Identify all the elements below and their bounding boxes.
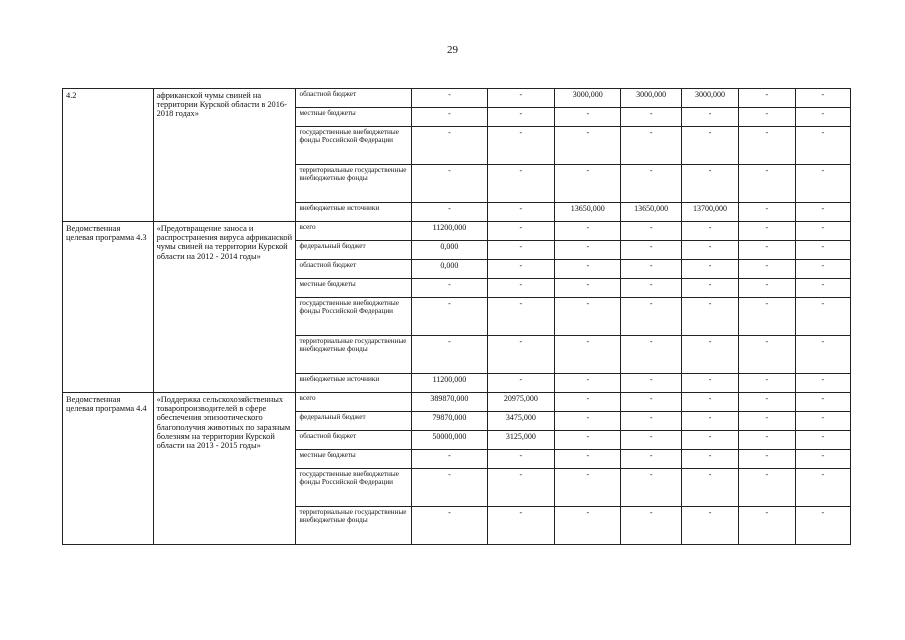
program-name: «Поддержка сельскохозяйственных товаропроизводителей в сфере обеспечения эпизоотического благополучия животных по заразным болезням на территории Курской области на 2013 - 2015 годы» <box>153 393 296 545</box>
amount-cell: - <box>487 222 554 241</box>
amount-cell: - <box>621 431 681 450</box>
amount-cell: 13700,000 <box>681 203 738 222</box>
funding-source: всего <box>296 222 412 241</box>
amount-cell: - <box>681 260 738 279</box>
amount-cell: 50000,000 <box>412 431 487 450</box>
amount-cell: - <box>555 108 621 127</box>
amount-cell: - <box>487 241 554 260</box>
funding-source: местные бюджеты <box>296 108 412 127</box>
amount-cell: - <box>739 336 795 374</box>
amount-cell: - <box>795 203 850 222</box>
amount-cell: - <box>681 222 738 241</box>
funding-source: всего <box>296 393 412 412</box>
amount-cell: - <box>739 374 795 393</box>
amount-cell: - <box>621 374 681 393</box>
table-row <box>63 89 851 108</box>
funding-source: федеральный бюджет <box>296 241 412 260</box>
amount-cell: - <box>555 336 621 374</box>
amount-cell: - <box>681 469 738 507</box>
amount-cell: - <box>795 279 850 298</box>
amount-cell: - <box>621 260 681 279</box>
funding-source: внебюджетные источники <box>296 203 412 222</box>
amount-cell: - <box>412 203 487 222</box>
amount-cell: - <box>412 165 487 203</box>
amount-cell: - <box>681 241 738 260</box>
amount-cell: - <box>739 89 795 108</box>
amount-cell: - <box>795 469 850 507</box>
amount-cell: - <box>739 393 795 412</box>
amount-cell: - <box>487 469 554 507</box>
amount-cell: - <box>621 222 681 241</box>
amount-cell: - <box>621 336 681 374</box>
amount-cell: - <box>795 222 850 241</box>
amount-cell: - <box>681 298 738 336</box>
amount-cell: - <box>621 108 681 127</box>
program-code: Ведомственная целевая программа 4.4 <box>63 393 154 545</box>
amount-cell: - <box>681 431 738 450</box>
amount-cell: - <box>412 127 487 165</box>
amount-cell: - <box>739 431 795 450</box>
amount-cell: - <box>412 279 487 298</box>
amount-cell: 0,000 <box>412 260 487 279</box>
amount-cell: - <box>739 165 795 203</box>
amount-cell: - <box>412 450 487 469</box>
funding-source: областной бюджет <box>296 431 412 450</box>
table-row <box>63 393 851 412</box>
amount-cell: 3000,000 <box>621 89 681 108</box>
funding-source: территориальные государственные внебюджетные фонды <box>296 165 412 203</box>
amount-cell: - <box>555 507 621 545</box>
amount-cell: - <box>487 260 554 279</box>
program-name: «Предотвращение заноса и распространения вируса африканской чумы свиней на территории Курской области на 2012 - 2014 годы» <box>153 222 296 393</box>
amount-cell: 13650,000 <box>555 203 621 222</box>
amount-cell: - <box>681 336 738 374</box>
amount-cell: - <box>795 450 850 469</box>
amount-cell: - <box>681 108 738 127</box>
amount-cell: 13650,000 <box>621 203 681 222</box>
funding-source: областной бюджет <box>296 89 412 108</box>
amount-cell: - <box>555 431 621 450</box>
program-name: африканской чумы свиней на территории Курской области в 2016-2018 годах» <box>153 89 296 222</box>
funding-source: государственные внебюджетные фонды Российской Федерации <box>296 127 412 165</box>
amount-cell: - <box>487 165 554 203</box>
funding-source: федеральный бюджет <box>296 412 412 431</box>
amount-cell: - <box>555 412 621 431</box>
funding-source: территориальные государственные внебюджетные фонды <box>296 336 412 374</box>
amount-cell: - <box>739 222 795 241</box>
amount-cell: - <box>681 127 738 165</box>
amount-cell: - <box>412 336 487 374</box>
amount-cell: - <box>681 450 738 469</box>
amount-cell: - <box>621 298 681 336</box>
amount-cell: - <box>412 298 487 336</box>
amount-cell: - <box>795 374 850 393</box>
amount-cell: - <box>739 279 795 298</box>
amount-cell: - <box>739 241 795 260</box>
amount-cell: - <box>681 412 738 431</box>
amount-cell: - <box>487 89 554 108</box>
amount-cell: - <box>739 108 795 127</box>
amount-cell: - <box>621 412 681 431</box>
funding-source: местные бюджеты <box>296 279 412 298</box>
amount-cell: - <box>621 469 681 507</box>
amount-cell: - <box>739 450 795 469</box>
amount-cell: - <box>487 298 554 336</box>
amount-cell: - <box>795 127 850 165</box>
amount-cell: - <box>795 241 850 260</box>
program-code: 4.2 <box>63 89 154 222</box>
amount-cell: - <box>555 241 621 260</box>
amount-cell: - <box>681 374 738 393</box>
amount-cell: - <box>487 507 554 545</box>
amount-cell: - <box>621 507 681 545</box>
amount-cell: - <box>621 127 681 165</box>
amount-cell: - <box>795 165 850 203</box>
amount-cell: - <box>621 450 681 469</box>
amount-cell: - <box>487 203 554 222</box>
amount-cell: - <box>621 393 681 412</box>
page-number: 29 <box>447 44 458 56</box>
amount-cell: - <box>795 507 850 545</box>
amount-cell: 3475,000 <box>487 412 554 431</box>
amount-cell: - <box>555 298 621 336</box>
amount-cell: - <box>681 507 738 545</box>
amount-cell: - <box>795 412 850 431</box>
amount-cell: - <box>621 279 681 298</box>
amount-cell: 0,000 <box>412 241 487 260</box>
amount-cell: 79870,000 <box>412 412 487 431</box>
amount-cell: - <box>739 203 795 222</box>
funding-source: внебюджетные источники <box>296 374 412 393</box>
amount-cell: - <box>555 450 621 469</box>
amount-cell: - <box>795 298 850 336</box>
amount-cell: - <box>555 165 621 203</box>
amount-cell: 3000,000 <box>555 89 621 108</box>
amount-cell: 11200,000 <box>412 374 487 393</box>
amount-cell: - <box>681 165 738 203</box>
amount-cell: - <box>795 89 850 108</box>
amount-cell: - <box>487 127 554 165</box>
funding-source: территориальные государственные внебюджетные фонды <box>296 507 412 545</box>
table-row <box>63 222 851 241</box>
amount-cell: - <box>487 336 554 374</box>
amount-cell: - <box>739 298 795 336</box>
amount-cell: 389870,000 <box>412 393 487 412</box>
amount-cell: - <box>681 393 738 412</box>
amount-cell: - <box>555 260 621 279</box>
amount-cell: 11200,000 <box>412 222 487 241</box>
amount-cell: - <box>412 469 487 507</box>
amount-cell: - <box>487 374 554 393</box>
amount-cell: - <box>487 108 554 127</box>
amount-cell: - <box>681 279 738 298</box>
budget-table <box>62 88 851 545</box>
amount-cell: - <box>621 165 681 203</box>
amount-cell: - <box>795 260 850 279</box>
amount-cell: - <box>739 507 795 545</box>
program-code: Ведомственная целевая программа 4.3 <box>63 222 154 393</box>
amount-cell: - <box>795 431 850 450</box>
amount-cell: - <box>739 127 795 165</box>
funding-source: государственные внебюджетные фонды Российской Федерации <box>296 469 412 507</box>
amount-cell: - <box>555 279 621 298</box>
amount-cell: - <box>555 222 621 241</box>
amount-cell: - <box>739 412 795 431</box>
amount-cell: 3125,000 <box>487 431 554 450</box>
amount-cell: - <box>555 127 621 165</box>
amount-cell: - <box>739 260 795 279</box>
funding-source: областной бюджет <box>296 260 412 279</box>
amount-cell: - <box>555 374 621 393</box>
amount-cell: - <box>487 450 554 469</box>
funding-source: местные бюджеты <box>296 450 412 469</box>
amount-cell: - <box>621 241 681 260</box>
amount-cell: - <box>555 469 621 507</box>
amount-cell: - <box>795 108 850 127</box>
amount-cell: - <box>412 108 487 127</box>
amount-cell: 3000,000 <box>681 89 738 108</box>
funding-source: государственные внебюджетные фонды Российской Федерации <box>296 298 412 336</box>
amount-cell: 20975,000 <box>487 393 554 412</box>
amount-cell: - <box>795 336 850 374</box>
amount-cell: - <box>487 279 554 298</box>
amount-cell: - <box>795 393 850 412</box>
amount-cell: - <box>739 469 795 507</box>
amount-cell: - <box>555 393 621 412</box>
amount-cell: - <box>412 89 487 108</box>
amount-cell: - <box>412 507 487 545</box>
